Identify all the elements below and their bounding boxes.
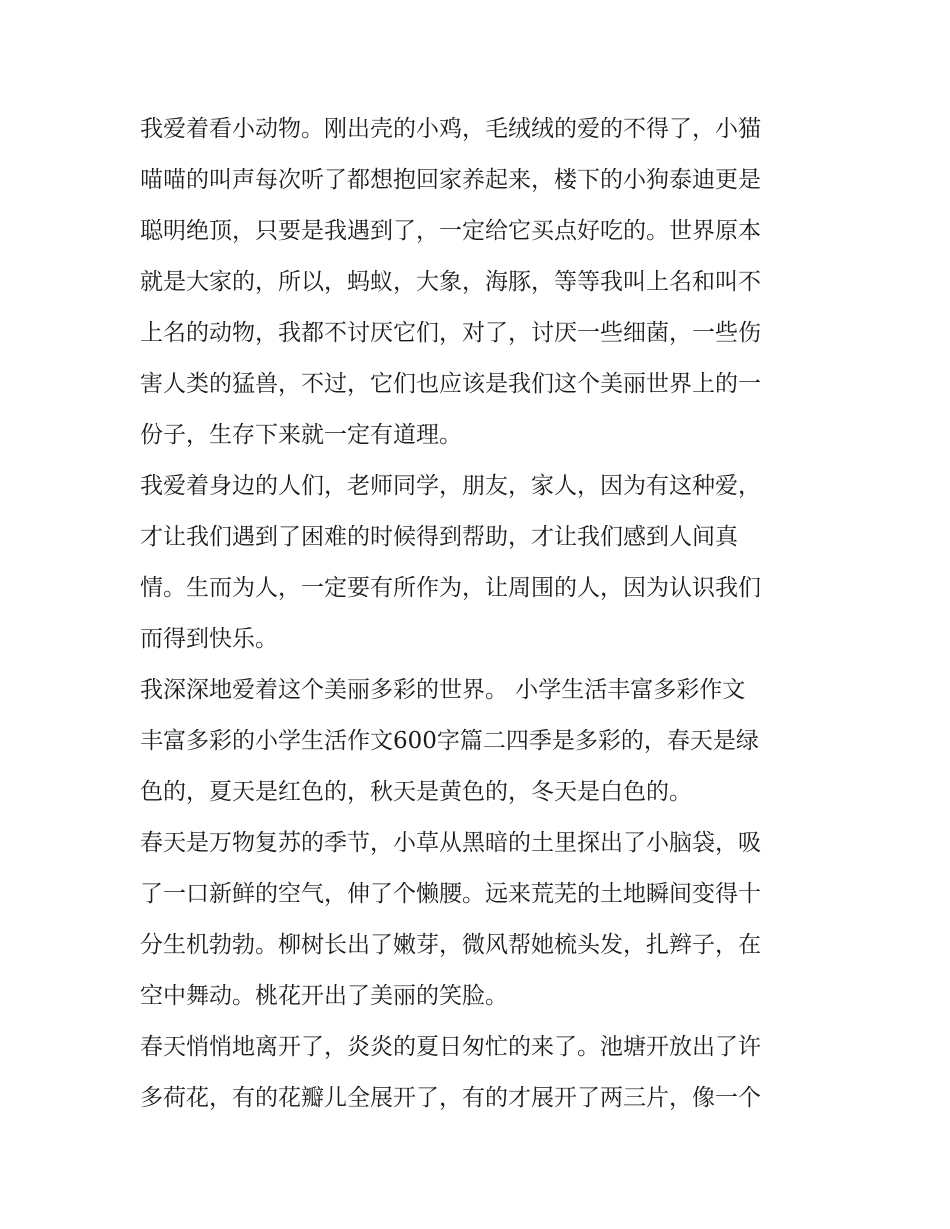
text-line: 就是大家的，所以，蚂蚁，大象，海豚，等等我叫上名和叫不 xyxy=(140,269,761,295)
text-line: 喵喵的叫声每次听了都想抱回家养起来，楼下的小狗泰迪更是 xyxy=(140,167,761,193)
text-line: 丰富多彩的小学生活作文600字篇二四季是多彩的，春天是绿 xyxy=(140,728,759,754)
text-line: 分生机勃勃。柳树长出了嫩芽，微风帮她梳头发，扎辫子，在 xyxy=(140,932,761,958)
text-line: 多荷花，有的花瓣儿全展开了，有的才展开了两三片，像一个 xyxy=(140,1085,761,1111)
text-line: 我爱着身边的人们，老师同学，朋友，家人，因为有这种爱， xyxy=(140,473,761,499)
text-line: 聪明绝顶，只要是我遇到了，一定给它买点好吃的。世界原本 xyxy=(140,218,761,244)
text-line: 我深深地爱着这个美丽多彩的世界。 小学生活丰富多彩作文 xyxy=(140,677,746,703)
text-line: 我爱着看小动物。刚出壳的小鸡，毛绒绒的爱的不得了，小猫 xyxy=(140,116,761,142)
text-line: 才让我们遇到了困难的时候得到帮助，才让我们感到人间真 xyxy=(140,524,738,550)
text-line: 空中舞动。桃花开出了美丽的笑脸。 xyxy=(140,983,508,1009)
text-line: 春天悄悄地离开了，炎炎的夏日匆忙的来了。池塘开放出了许 xyxy=(140,1034,761,1060)
text-line: 而得到快乐。 xyxy=(140,626,278,652)
text-line: 害人类的猛兽，不过，它们也应该是我们这个美丽世界上的一 xyxy=(140,371,761,397)
text-line: 了一口新鲜的空气，伸了个懒腰。远来荒芜的土地瞬间变得十 xyxy=(140,881,761,907)
text-line: 春天是万物复苏的季节，小草从黑暗的土里探出了小脑袋，吸 xyxy=(140,830,761,856)
text-line: 情。生而为人，一定要有所作为，让周围的人，因为认识我们 xyxy=(140,575,761,601)
text-line: 色的，夏天是红色的，秋天是黄色的，冬天是白色的。 xyxy=(140,779,692,805)
text-line: 上名的动物，我都不讨厌它们，对了，讨厌一些细菌，一些伤 xyxy=(140,320,761,346)
text-line: 份子，生存下来就一定有道理。 xyxy=(140,422,462,448)
document-body xyxy=(140,104,820,1124)
